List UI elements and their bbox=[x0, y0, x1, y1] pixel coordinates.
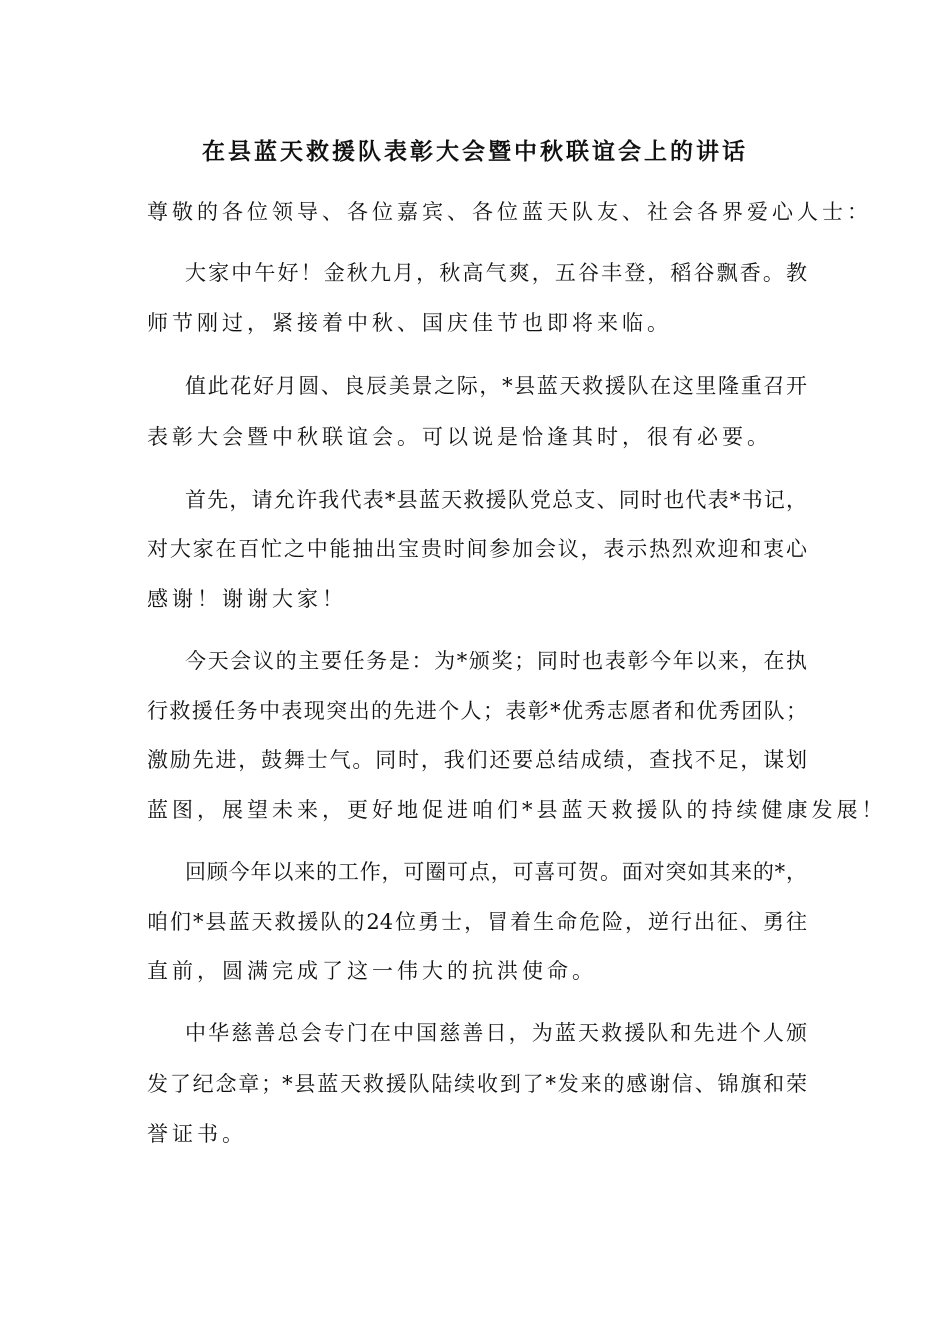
paragraph-line: 誉证书。 bbox=[147, 1122, 247, 1146]
paragraph-line: 行救援任务中表现突出的先进个人；表彰*优秀志愿者和优秀团队； bbox=[147, 699, 807, 723]
paragraph-line: 大家中午好！金秋九月，秋高气爽，五谷丰登，稻谷飘香。教 bbox=[185, 261, 807, 285]
document-title: 在县蓝天救援队表彰大会暨中秋联谊会上的讲话 bbox=[202, 138, 748, 165]
paragraph-line: 激励先进，鼓舞士气。同时，我们还要总结成绩，查找不足，谋划 bbox=[147, 748, 807, 772]
paragraph-line: 回顾今年以来的工作，可圈可点，可喜可贺。面对突如其来的*， bbox=[185, 860, 807, 884]
paragraph-line: 蓝图，展望未来，更好地促进咱们*县蓝天救援队的持续健康发展！ bbox=[147, 798, 887, 822]
paragraph-line: 咱们*县蓝天救援队的24位勇士，冒着生命危险，逆行出征、勇往 bbox=[147, 910, 807, 934]
salutation: 尊敬的各位领导、各位嘉宾、各位蓝天队友、社会各界爱心人士： bbox=[147, 200, 872, 224]
paragraph-line: 师节刚过，紧接着中秋、国庆佳节也即将来临。 bbox=[147, 311, 672, 335]
paragraph-line: 对大家在百忙之中能抽出宝贵时间参加会议，表示热烈欢迎和衷心 bbox=[147, 537, 807, 561]
paragraph-line: 首先，请允许我代表*县蓝天救援队党总支、同时也代表*书记， bbox=[185, 488, 807, 512]
paragraph-line: 表彰大会暨中秋联谊会。可以说是恰逢其时，很有必要。 bbox=[147, 425, 772, 449]
paragraph-line: 中华慈善总会专门在中国慈善日，为蓝天救援队和先进个人颁 bbox=[185, 1021, 807, 1045]
paragraph-line: 今天会议的主要任务是：为*颁奖；同时也表彰今年以来，在执 bbox=[185, 649, 807, 673]
paragraph-line: 发了纪念章；*县蓝天救援队陆续收到了*发来的感谢信、锦旗和荣 bbox=[147, 1072, 807, 1096]
paragraph-line: 直前，圆满完成了这一伟大的抗洪使命。 bbox=[147, 959, 597, 983]
paragraph-line: 感谢！谢谢大家！ bbox=[147, 587, 347, 611]
paragraph-line: 值此花好月圆、良辰美景之际，*县蓝天救援队在这里隆重召开 bbox=[185, 374, 807, 398]
